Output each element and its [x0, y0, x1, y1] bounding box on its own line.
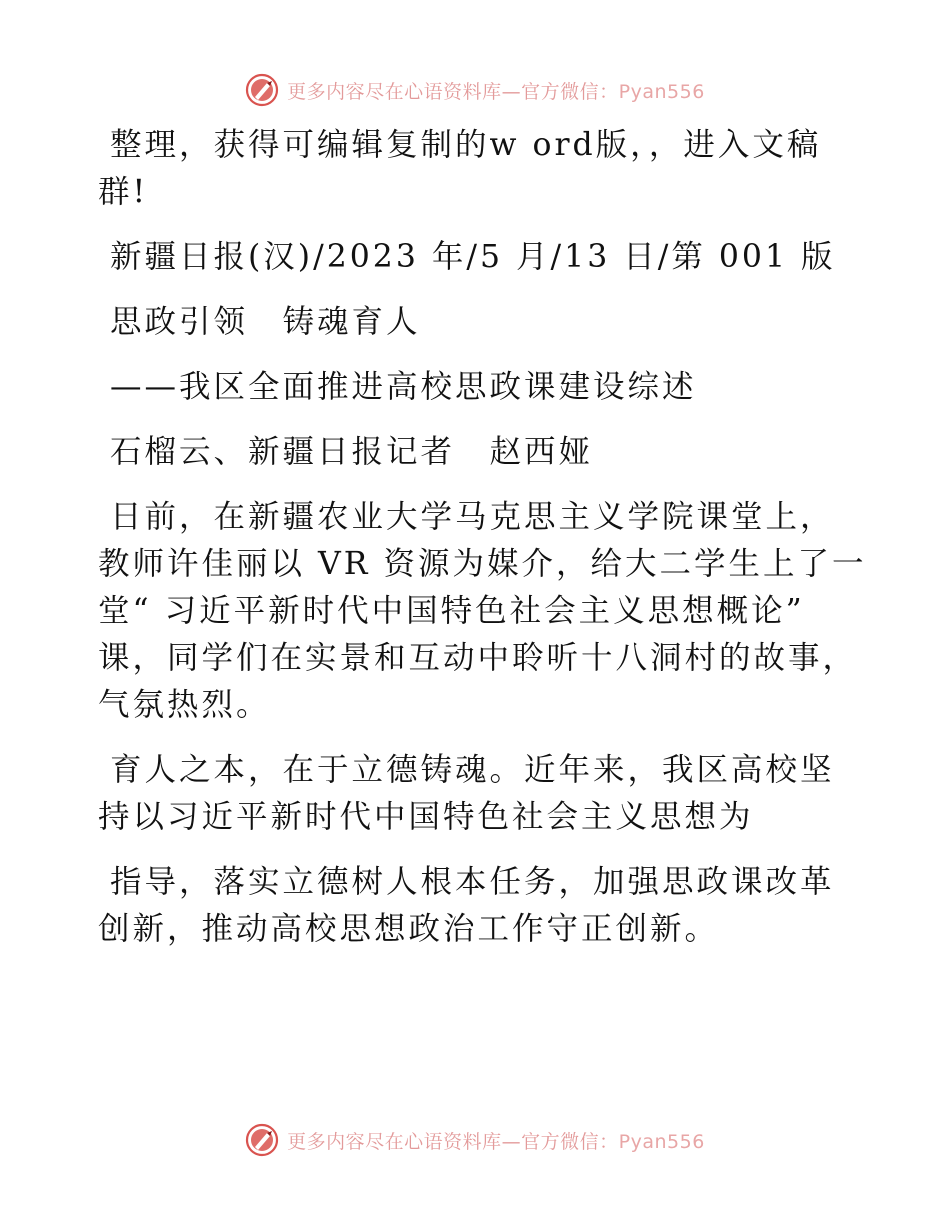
watermark-text	[287, 1127, 705, 1154]
text-line: 思政引领 铸魂育人	[110, 304, 421, 340]
text-line: 指导，落实立德树人根本任务，加强思政课改革	[110, 864, 835, 900]
paragraph-body-1	[98, 494, 867, 729]
article-byline	[98, 429, 858, 476]
article-subtitle	[98, 364, 858, 411]
document-body	[98, 122, 867, 971]
paragraph-source	[98, 234, 858, 281]
watermark-wechat-id: Pyan556	[618, 1130, 705, 1153]
paragraph-body-3	[98, 859, 858, 953]
text-line: 日前，在新疆农业大学马克思主义学院课堂上，	[110, 499, 835, 535]
text-line: 新疆日报(汉)/2023 年/5 月/13 日/第 001 版	[110, 239, 836, 275]
watermark-wechat-id: Pyan556	[618, 80, 705, 103]
watermark-header	[0, 70, 950, 110]
watermark-text-cn: 更多内容尽在心语资料库—官方微信：	[287, 1130, 619, 1153]
text-line: 育人之本，在于立德铸魂。近年来，我区高校坚	[110, 752, 835, 788]
text-line: 持以习近平新时代中国特色社会主义思想为	[98, 799, 754, 835]
pen-logo-icon	[245, 73, 279, 107]
text-line: 石榴云、新疆日报记者 赵西娅	[110, 434, 594, 470]
text-line: 群!	[98, 174, 149, 210]
text-line: 教师许佳丽以 VR 资源为媒介，给大二学生上了一	[98, 546, 867, 582]
watermark-footer	[0, 1120, 950, 1160]
text-line: 创新，推动高校思想政治工作守正创新。	[98, 911, 720, 947]
article-title	[98, 299, 858, 346]
watermark-text-cn: 更多内容尽在心语资料库—官方微信：	[287, 80, 619, 103]
text-line: 整理，获得可编辑复制的w ord版，，进入文稿	[110, 127, 822, 163]
pen-logo-icon	[245, 1123, 279, 1157]
paragraph-intro	[98, 122, 858, 216]
text-line: 课，同学们在实景和互动中聆听十八洞村的故事，	[98, 640, 858, 676]
text-line: 堂“ 习近平新时代中国特色社会主义思想概论”	[98, 593, 805, 629]
watermark-text	[287, 77, 705, 104]
paragraph-body-2	[98, 747, 858, 841]
text-line: 气氛热烈。	[98, 687, 271, 723]
text-line: ——我区全面推进高校思政课建设综述	[110, 369, 697, 405]
